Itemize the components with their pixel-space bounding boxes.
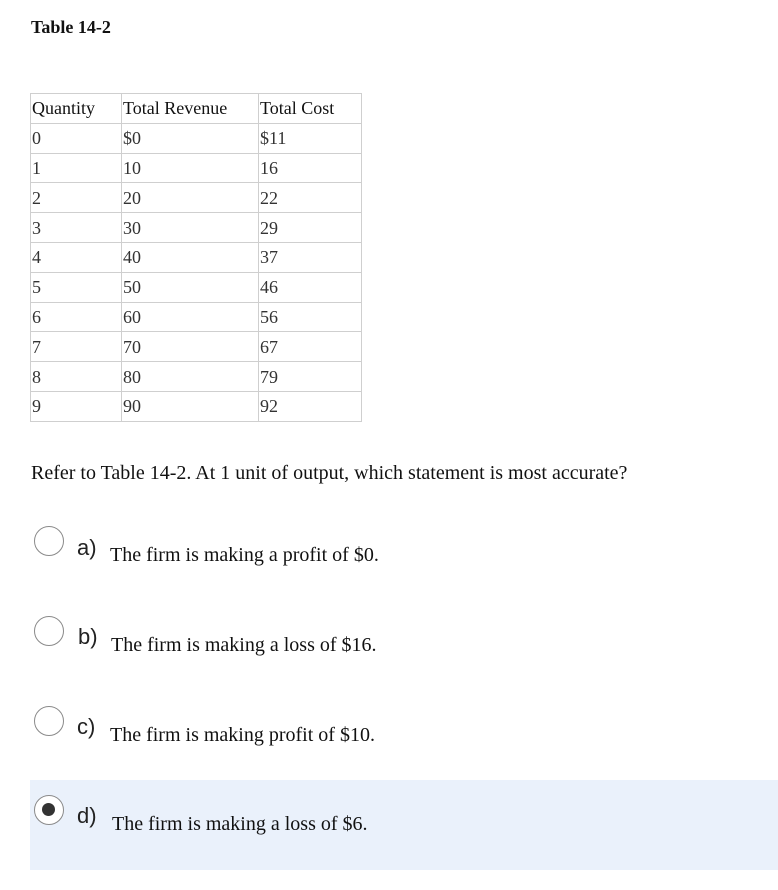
cell-total-revenue: $0: [122, 123, 259, 153]
cell-total-revenue: 80: [122, 362, 259, 392]
radio-button-b[interactable]: [34, 616, 64, 646]
table-row: [31, 272, 362, 302]
answer-option-c[interactable]: [30, 690, 778, 780]
cell-total-cost: 56: [259, 302, 362, 332]
radio-button-a[interactable]: [34, 526, 64, 556]
cell-total-revenue: 30: [122, 213, 259, 243]
option-text-d: The firm is making a loss of $6.: [112, 813, 368, 835]
answer-option-a[interactable]: [30, 510, 778, 600]
cell-total-revenue: 60: [122, 302, 259, 332]
answer-option-d[interactable]: [30, 780, 778, 870]
cell-quantity: 5: [31, 272, 122, 302]
data-table: [30, 93, 362, 422]
cell-quantity: 6: [31, 302, 122, 332]
question-text: Refer to Table 14-2. At 1 unit of output, which statement is most accurate?: [31, 462, 628, 484]
option-text-c: The firm is making profit of $10.: [110, 724, 375, 746]
option-text-b: The firm is making a loss of $16.: [111, 634, 377, 656]
radio-button-c[interactable]: [34, 706, 64, 736]
cell-quantity: 0: [31, 123, 122, 153]
cell-total-revenue: 90: [122, 391, 259, 421]
column-header-total-revenue: Total Revenue: [122, 94, 259, 124]
cell-total-revenue: 20: [122, 183, 259, 213]
cell-total-revenue: 50: [122, 272, 259, 302]
cell-total-cost: 46: [259, 272, 362, 302]
cell-total-cost: 79: [259, 362, 362, 392]
radio-button-d[interactable]: [34, 795, 64, 825]
column-header-total-cost: Total Cost: [259, 94, 362, 124]
option-text-a: The firm is making a profit of $0.: [110, 544, 379, 566]
table-row: [31, 242, 362, 272]
table-row: [31, 332, 362, 362]
cell-total-revenue: 70: [122, 332, 259, 362]
option-letter-d: d): [77, 803, 97, 828]
cell-quantity: 8: [31, 362, 122, 392]
cell-total-cost: 37: [259, 242, 362, 272]
cell-quantity: 7: [31, 332, 122, 362]
cell-total-cost: 29: [259, 213, 362, 243]
option-letter-b: b): [78, 624, 98, 649]
cell-quantity: 3: [31, 213, 122, 243]
table-title: Table 14-2: [31, 17, 111, 37]
option-letter-c: c): [77, 714, 96, 739]
cell-quantity: 2: [31, 183, 122, 213]
table-header-row: [31, 94, 362, 124]
cell-total-cost: $11: [259, 123, 362, 153]
answer-option-b[interactable]: [30, 600, 778, 690]
cell-total-cost: 22: [259, 183, 362, 213]
cell-quantity: 4: [31, 242, 122, 272]
cell-total-revenue: 10: [122, 153, 259, 183]
table-row: [31, 123, 362, 153]
table-row: [31, 213, 362, 243]
cell-total-revenue: 40: [122, 242, 259, 272]
table-row: [31, 183, 362, 213]
cell-total-cost: 67: [259, 332, 362, 362]
option-letter-a: a): [77, 535, 97, 560]
cell-total-cost: 16: [259, 153, 362, 183]
table-row: [31, 362, 362, 392]
table-row: [31, 153, 362, 183]
column-header-quantity: Quantity: [31, 94, 122, 124]
table-row: [31, 391, 362, 421]
cell-total-cost: 92: [259, 391, 362, 421]
cell-quantity: 1: [31, 153, 122, 183]
table-row: [31, 302, 362, 332]
cell-quantity: 9: [31, 391, 122, 421]
